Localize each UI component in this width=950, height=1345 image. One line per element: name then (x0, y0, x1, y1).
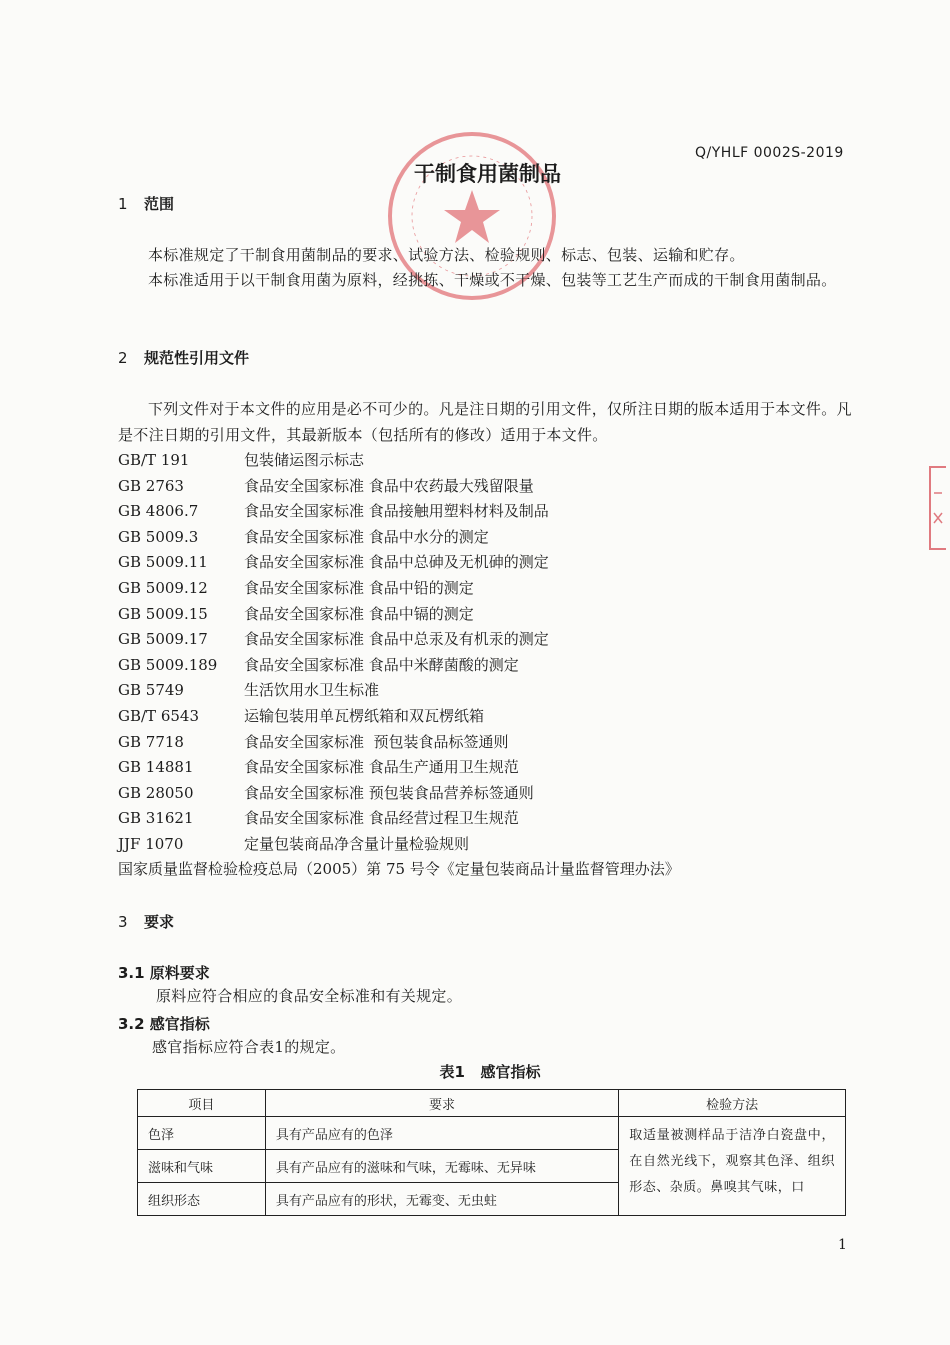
reference-item (118, 576, 863, 602)
reference-title: 食品安全国家标准 食品中总汞及有机汞的测定 (244, 630, 549, 649)
reference-title: 包装储运图示标志 (244, 451, 365, 469)
row-requirement: 具有产品应有的滋味和气味，无霉味、无异味 (265, 1150, 618, 1183)
reference-title: 食品安全国家标准 预包装食品标签通则 (244, 732, 509, 751)
scope-paragraph-1: 本标准规定了干制食用菌制品的要求、试验方法、检验规则、标志、包装、运输和贮存。 (148, 246, 745, 264)
reference-item (118, 781, 863, 807)
reference-title: 定量包装商品净含量计量检验规则 (244, 834, 470, 853)
reference-code: GB 5009.11 (118, 553, 208, 572)
standard-code: Q/YHLF 0002S-2019 (695, 145, 844, 161)
reference-item (118, 550, 863, 576)
reference-item (118, 653, 863, 679)
table-caption: 表1 感官指标 (439, 1063, 541, 1081)
reference-list (118, 448, 863, 858)
section-number: 3 (118, 913, 128, 931)
inspection-method: 取适量被测样品于洁净白瓷盘中，在自然光线下，观察其色泽、组织形态、杂质。鼻嗅其气味，口 (619, 1117, 846, 1216)
row-item: 滋味和气味 (138, 1150, 266, 1183)
raw-material-heading: 3.1 原料要求 (118, 964, 210, 982)
reference-code: GB 28050 (118, 783, 194, 802)
sensory-text: 感官指标应符合表1的规定。 (152, 1038, 346, 1056)
reference-item (118, 602, 863, 628)
reference-code: GB 5009.12 (118, 578, 208, 597)
section-number: 2 (118, 349, 128, 367)
column-header-item: 项目 (138, 1090, 266, 1117)
reference-item (118, 499, 863, 525)
scope-paragraph-2: 本标准适用于以干制食用菌为原料，经挑拣、干燥或不干燥、包装等工艺生产而成的干制食用菌制品。 (148, 271, 837, 289)
reference-item (118, 704, 863, 730)
reference-title: 食品安全国家标准 食品生产通用卫生规范 (244, 758, 519, 777)
reference-code: GB 5009.3 (118, 527, 199, 546)
reference-item (118, 755, 863, 781)
reference-title: 运输包装用单瓦楞纸箱和双瓦楞纸箱 (244, 706, 485, 725)
reference-item (118, 806, 863, 832)
reference-code: GB/T 191 (118, 451, 190, 469)
reference-title: 食品安全国家标准 预包装食品营养标签通则 (244, 783, 534, 802)
table-header-row (138, 1090, 846, 1117)
reference-title: 食品安全国家标准 食品中镉的测定 (244, 604, 474, 623)
reference-code: GB 7718 (118, 732, 184, 751)
section-references-heading (118, 347, 249, 368)
section-title: 规范性引用文件 (144, 349, 250, 367)
reference-item (118, 627, 863, 653)
reference-item (118, 525, 863, 551)
reference-title: 食品安全国家标准 食品中农药最大残留限量 (244, 476, 534, 495)
reference-title: 食品安全国家标准 食品中米酵菌酸的测定 (244, 655, 519, 674)
reference-code: GB 31621 (118, 809, 194, 828)
page-number: 1 (838, 1237, 847, 1253)
reference-code: GB 5009.15 (118, 604, 208, 623)
reference-code: GB/T 6543 (118, 706, 200, 725)
raw-material-text: 原料应符合相应的食品安全标准和有关规定。 (156, 987, 463, 1005)
reference-code: GB 5749 (118, 681, 184, 700)
references-intro: 下列文件对于本文件的应用是必不可少的。凡是注日期的引用文件，仅所注日期的版本适用于本文件。凡是不注日期的引用文件，其最新版本（包括所有的修改）适用于本文件。 (118, 400, 852, 444)
reference-decree: 国家质量监督检验检疫总局（2005）第 75 号令《定量包装商品计量监督管理办法》 (118, 860, 680, 878)
reference-item (118, 730, 863, 756)
reference-item (118, 448, 863, 474)
reference-title: 生活饮用水卫生标准 (244, 681, 380, 700)
section-title: 范围 (144, 195, 175, 213)
column-header-requirement: 要求 (265, 1090, 618, 1117)
sensory-table (137, 1089, 846, 1216)
sensory-heading: 3.2 感官指标 (118, 1015, 210, 1033)
table-row (138, 1117, 846, 1150)
reference-code: JJF 1070 (118, 834, 184, 853)
reference-title: 食品安全国家标准 食品中总砷及无机砷的测定 (244, 553, 549, 572)
row-requirement: 具有产品应有的形状，无霉变、无虫蛀 (265, 1183, 618, 1216)
reference-code: GB 14881 (118, 758, 194, 777)
edge-seal-fragment (926, 463, 946, 553)
row-item: 色泽 (138, 1117, 266, 1150)
section-scope-heading (118, 193, 174, 214)
document-title: 干制食用菌制品 (414, 162, 561, 186)
row-item: 组织形态 (138, 1183, 266, 1216)
section-number: 1 (118, 195, 128, 213)
reference-item (118, 678, 863, 704)
reference-code: GB 5009.17 (118, 630, 208, 649)
section-title: 要求 (144, 913, 175, 931)
reference-code: GB 4806.7 (118, 502, 199, 521)
reference-title: 食品安全国家标准 食品经营过程卫生规范 (244, 809, 519, 828)
row-requirement: 具有产品应有的色泽 (265, 1117, 618, 1150)
reference-title: 食品安全国家标准 食品中铅的测定 (244, 578, 474, 597)
reference-title: 食品安全国家标准 食品接触用塑料材料及制品 (244, 502, 549, 521)
column-header-method: 检验方法 (619, 1090, 846, 1117)
reference-item (118, 474, 863, 500)
reference-code: GB 2763 (118, 476, 184, 495)
reference-item (118, 832, 863, 858)
reference-code: GB 5009.189 (118, 655, 218, 674)
section-requirements-heading (118, 911, 174, 932)
reference-title: 食品安全国家标准 食品中水分的测定 (244, 527, 489, 546)
